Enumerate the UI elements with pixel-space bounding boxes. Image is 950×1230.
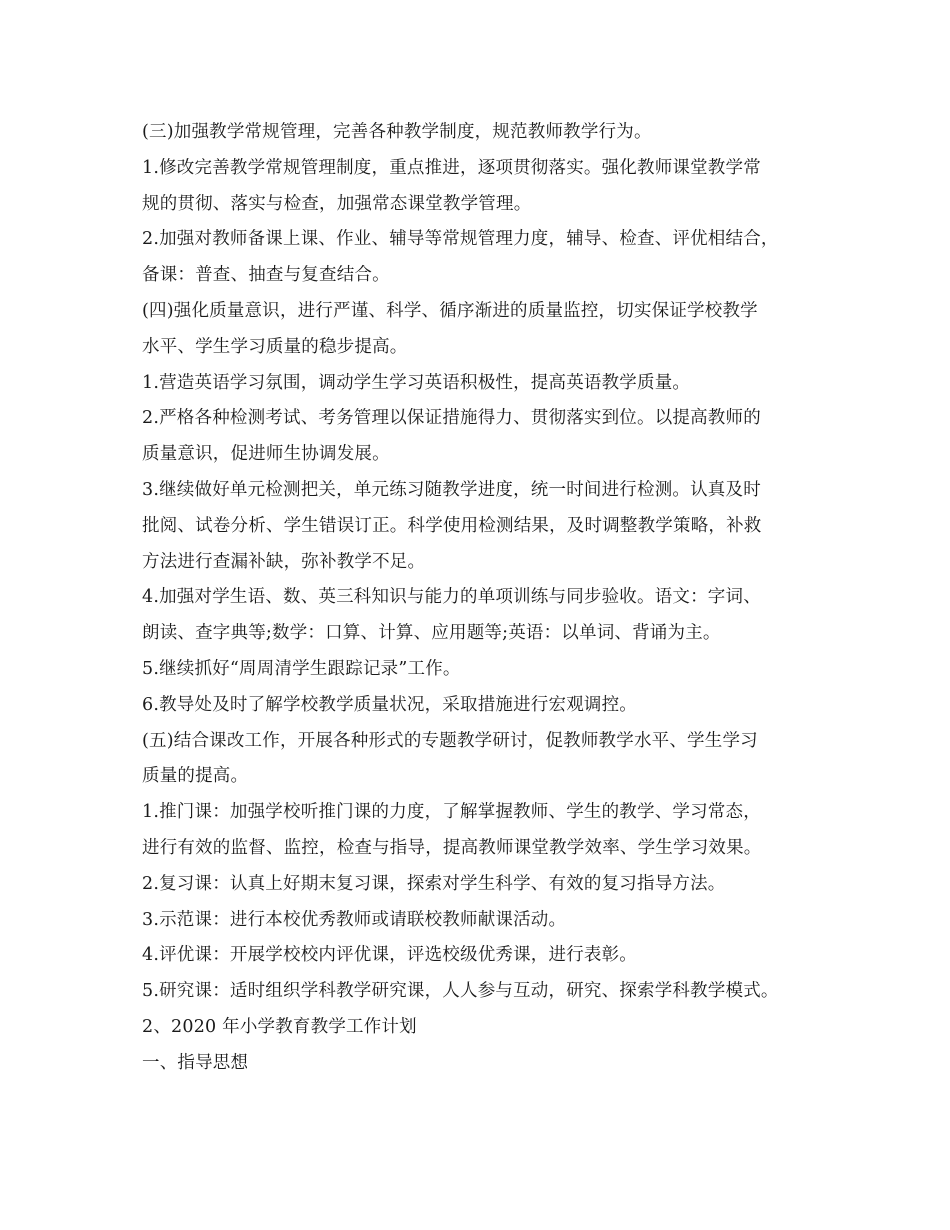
paragraph-line: 质量意识，促进师生协调发展。: [142, 444, 390, 465]
paragraph-line: 5.继续抓好“周周清学生跟踪记录”工作。: [142, 658, 461, 679]
paragraph-line: 3.继续做好单元检测把关，单元练习随教学进度，统一时间进行检测。认真及时: [142, 479, 761, 500]
paragraph-line: 1.营造英语学习氛围，调动学生学习英语积极性，提高英语教学质量。: [142, 372, 691, 393]
paragraph-line: 6.教导处及时了解学校教学质量状况，采取措施进行宏观调控。: [142, 694, 637, 715]
section-heading-5: (五)结合课改工作，开展各种形式的专题教学研讨，促教师教学水平、学生学习: [142, 730, 758, 751]
section-heading-4: (四)强化质量意识，进行严谨、科学、循序渐进的质量监控，切实保证学校教学: [142, 300, 758, 321]
paragraph-line: 4.加强对学生语、数、英三科知识与能力的单项训练与同步验收。语文：字词、: [142, 587, 761, 608]
paragraph-line: 5.研究课：适时组织学科教学研究课，人人参与互动，研究、探索学科教学模式。: [142, 981, 779, 1002]
paragraph-line: 质量的提高。: [142, 766, 249, 787]
paragraph-line: 进行有效的监督、监控，检查与指导，提高教师课堂教学效率、学生学习效果。: [142, 837, 762, 858]
paragraph-line: 批阅、试卷分析、学生错误订正。科学使用检测结果，及时调整教学策略，补救: [142, 515, 762, 536]
section-heading-3: (三)加强教学常规管理，完善各种教学制度，规范教师教学行为。: [142, 122, 652, 142]
paragraph-line: 3.示范课：进行本校优秀教师或请联校教师献课活动。: [142, 909, 567, 930]
paragraph-line: 2.复习课：认真上好期末复习课，探索对学生科学、有效的复习指导方法。: [142, 873, 726, 894]
chapter-heading: 2、2020 年小学教育教学工作计划: [142, 1016, 417, 1037]
paragraph-line: 水平、学生学习质量的稳步提高。: [142, 336, 408, 357]
paragraph-line: 2.加强对教师备课上课、作业、辅导等常规管理力度，辅导、检查、评优相结合，: [142, 229, 779, 250]
paragraph-line: 1.修改完善教学常规管理制度，重点推进，逐项贯彻落实。强化教师课堂教学常: [142, 157, 761, 178]
paragraph-line: 方法进行查漏补缺，弥补教学不足。: [142, 551, 426, 572]
paragraph-line: 朗读、查字典等;数学：口算、计算、应用题等;英语：以单词、背诵为主。: [142, 623, 721, 644]
paragraph-line: 1.推门课：加强学校听推门课的力度，了解掌握教师、学生的教学、学习常态，: [142, 802, 761, 823]
paragraph-line: 规的贯彻、落实与检查，加强常态课堂教学管理。: [142, 193, 532, 214]
document-body: [142, 115, 822, 1082]
paragraph-line: 2.严格各种检测考试、考务管理以保证措施得力、贯彻落实到位。以提高教师的: [142, 408, 761, 429]
paragraph-line: 4.评优课：开展学校校内评优课，评选校级优秀课，进行表彰。: [142, 945, 637, 966]
paragraph-line: 备课：普查、抽查与复查结合。: [142, 265, 390, 286]
subsection-heading: 一、指导思想: [142, 1052, 249, 1073]
